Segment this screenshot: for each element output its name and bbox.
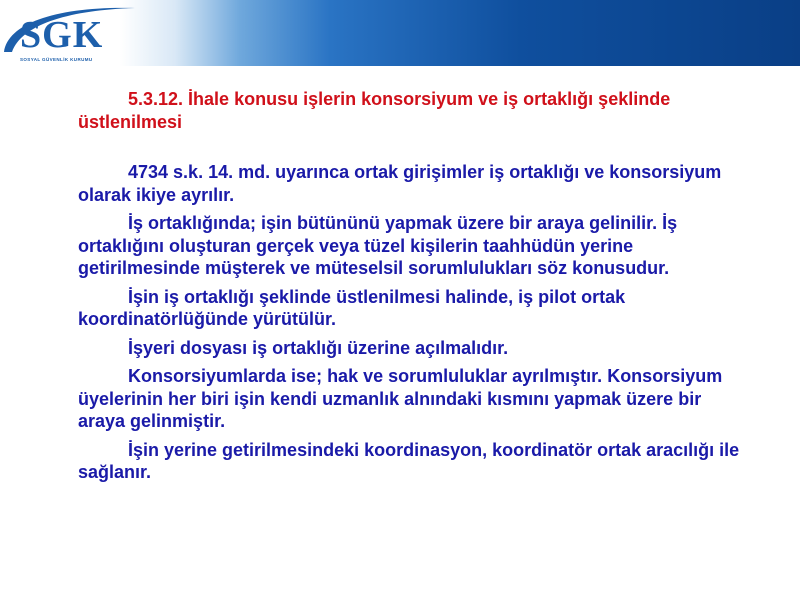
paragraph bbox=[78, 212, 748, 280]
paragraph-text: 4734 s.k. 14. md. uyarınca ortak girişimler iş ortaklığı ve konsorsiyum olarak ikiye ayrılır. bbox=[78, 162, 722, 205]
paragraph-text: İşin yerine getirilmesindeki koordinasyon, koordinatör ortak aracılığı ile sağlanır. bbox=[78, 439, 740, 482]
paragraph-text: İşin iş ortaklığı şeklinde üstlenilmesi halinde, iş pilot ortak koordinatörlüğünde yürütülür. bbox=[78, 286, 626, 329]
logo-text: SGK bbox=[20, 14, 104, 56]
sgk-logo bbox=[0, 0, 150, 66]
slide-heading bbox=[78, 88, 748, 133]
logo-subtitle: SOSYAL GÜVENLİK KURUMU bbox=[20, 57, 93, 62]
paragraph bbox=[78, 161, 748, 206]
paragraph bbox=[78, 337, 748, 360]
paragraph-text: Konsorsiyumlarda ise; hak ve sorumluluklar ayrılmıştır. Konsorsiyum üyelerinin her biri işin kendi uzmanlık alnındaki kısmını yapmak üzere bir araya gelinmiştir. bbox=[78, 366, 723, 431]
slide-heading-text: 5.3.12. İhale konusu işlerin konsorsiyum ve iş ortaklığı şeklinde üstlenilmesi bbox=[78, 89, 671, 132]
paragraph-text: İşyeri dosyası iş ortaklığı üzerine açılmalıdır. bbox=[128, 337, 509, 358]
slide-body bbox=[78, 88, 748, 484]
paragraph bbox=[78, 286, 748, 331]
paragraph-text: İş ortaklığında; işin bütününü yapmak üzere bir araya gelinilir. İş ortaklığını oluşturan gerçek veya tüzel kişilerin taahhüdün yerine getirilmesinde müşterek ve müteselsil sorumlulukları söz konusudur. bbox=[78, 213, 678, 278]
paragraph bbox=[78, 439, 748, 484]
paragraph bbox=[78, 365, 748, 433]
slide-header bbox=[0, 0, 800, 66]
